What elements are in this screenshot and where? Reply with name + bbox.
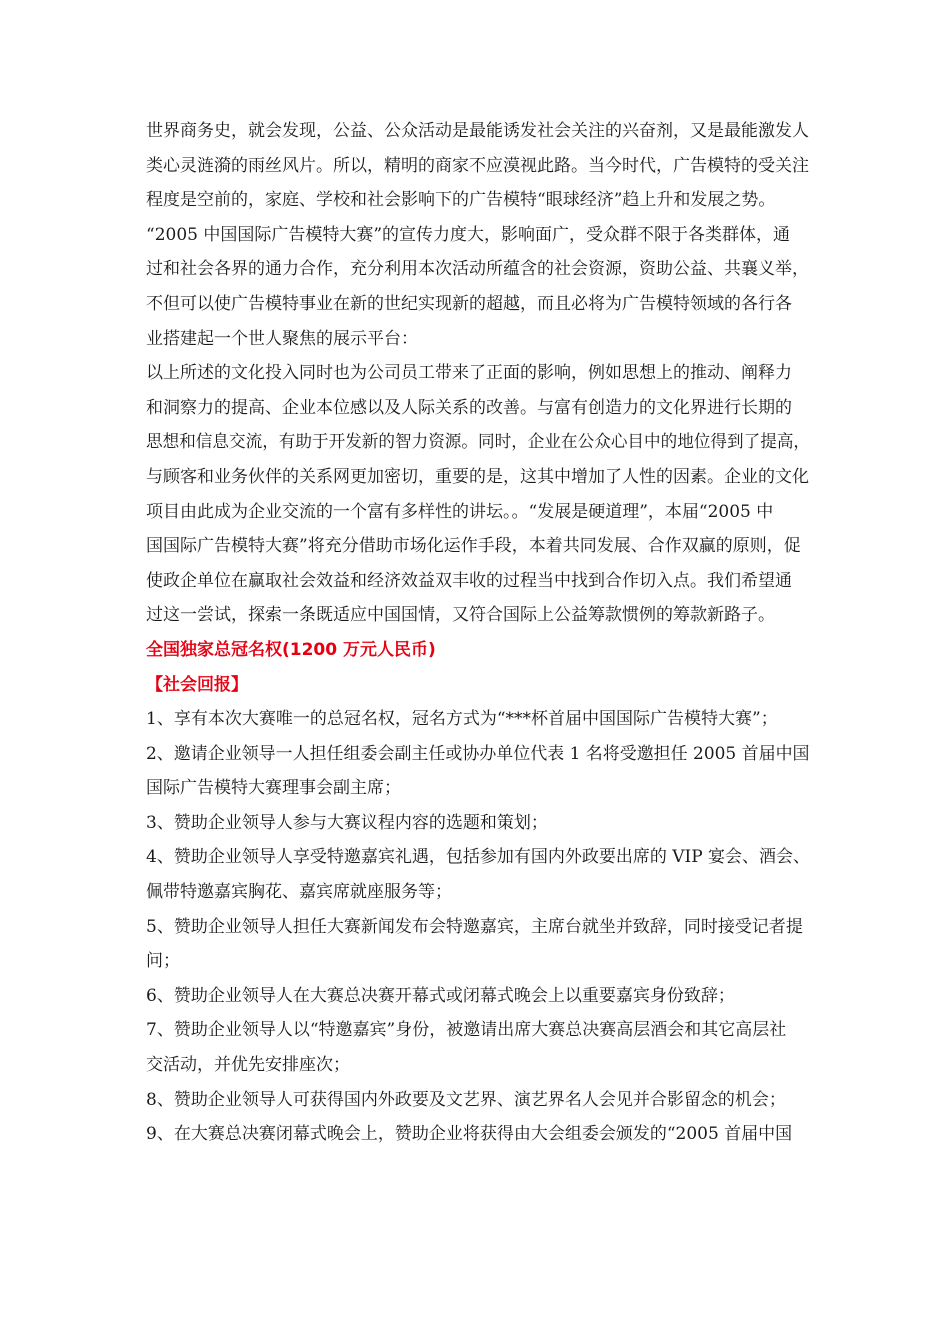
list-item: 问； [146, 951, 180, 972]
paragraph-line: 以上所述的文化投入同时也为公司员工带来了正面的影响，例如思想上的推动、阐释力 [146, 363, 792, 384]
section-heading: 【社会回报】 [146, 674, 248, 695]
list-item: 8、赞助企业领导人可获得国内外政要及文艺界、演艺界名人会见并合影留念的机会； [146, 1089, 786, 1110]
paragraph-line: 过和社会各界的通力合作，充分利用本次活动所蕴含的社会资源，资助公益、共襄义举， [146, 259, 809, 280]
paragraph-line: 项目由此成为企业交流的一个富有多样性的讲坛。。“发展是硬道理”，本届“2005 中 [146, 501, 774, 522]
list-item: 1、享有本次大赛唯一的总冠名权，冠名方式为“***杯首届中国国际广告模特大赛”； [146, 709, 778, 730]
paragraph-line: 程度是空前的，家庭、学校和社会影响下的广告模特“眼球经济”趋上升和发展之势。 [146, 190, 776, 211]
paragraph-line: 使政企单位在赢取社会效益和经济效益双丰收的过程当中找到合作切入点。我们希望通 [146, 570, 792, 591]
list-item: 4、赞助企业领导人享受特邀嘉宾礼遇，包括参加有国内外政要出席的 VIP 宴会、酒会、 [146, 847, 811, 868]
list-item: 交活动，并优先安排座次； [146, 1055, 350, 1076]
paragraph-line: 世界商务史，就会发现，公益、公众活动是最能诱发社会关注的兴奋剂，又是最能激发人 [146, 121, 809, 141]
sponsorship-title: 全国独家总冠名权(1200 万元人民币) [146, 639, 436, 660]
paragraph-line: 思想和信息交流，有助于开发新的智力资源。同时，企业在公众心目中的地位得到了提高， [146, 432, 811, 453]
document-body [146, 114, 810, 1152]
paragraph-line: 和洞察力的提高、企业本位感以及人际关系的改善。与富有创造力的文化界进行长期的 [146, 397, 792, 418]
paragraph-line: 不但可以使广告模特事业在新的世纪实现新的超越，而且必将为广告模特领域的各行各 [146, 293, 792, 314]
list-item: 佩带特邀嘉宾胸花、嘉宾席就座服务等； [146, 882, 452, 903]
list-item: 6、赞助企业领导人在大赛总决赛开幕式或闭幕式晚会上以重要嘉宾身份致辞； [146, 985, 735, 1006]
paragraph-line: 业搭建起一个世人聚焦的展示平台： [146, 328, 418, 349]
list-item: 7、赞助企业领导人以“特邀嘉宾”身份，被邀请出席大赛总决赛高层酒会和其它高层社 [146, 1020, 787, 1041]
list-item: 3、赞助企业领导人参与大赛议程内容的选题和策划； [146, 812, 548, 833]
paragraph-line: “2005 中国国际广告模特大赛”的宣传力度大，影响面广，受众群不限于各类群体，通 [146, 224, 791, 245]
list-item: 9、在大赛总决赛闭幕式晚会上，赞助企业将获得由大会组委会颁发的“2005 首届中国 [146, 1124, 793, 1145]
paragraph-line: 过这一尝试，探索一条既适应中国国情，又符合国际上公益筹款惯例的筹款新路子。 [146, 605, 775, 626]
list-item: 国际广告模特大赛理事会副主席； [146, 778, 401, 799]
paragraph-line: 国国际广告模特大赛”将充分借助市场化运作手段，本着共同发展、合作双赢的原则，促 [146, 536, 801, 557]
paragraph-line: 类心灵涟漪的雨丝风片。所以，精明的商家不应漠视此路。当今时代，广告模特的受关注 [146, 155, 809, 176]
list-item: 5、赞助企业领导人担任大赛新闻发布会特邀嘉宾，主席台就坐并致辞，同时接受记者提 [146, 916, 803, 937]
list-item: 2、邀请企业领导一人担任组委会副主任或协办单位代表 1 名将受邀担任 2005 首届中国 [146, 743, 810, 764]
paragraph-line: 与顾客和业务伙伴的关系网更加密切，重要的是，这其中增加了人性的因素。企业的文化 [146, 466, 809, 487]
